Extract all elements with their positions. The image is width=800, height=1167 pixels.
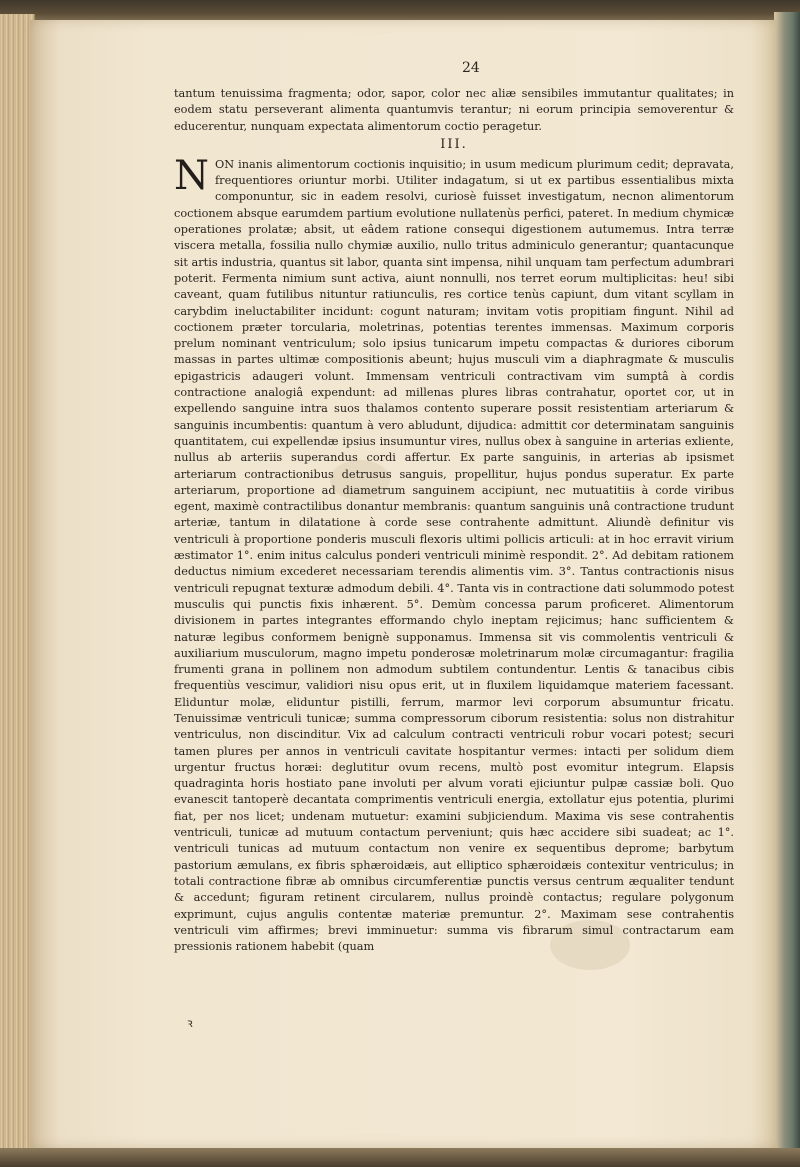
section-heading: III. xyxy=(440,136,468,152)
stray-mark: ꝛ xyxy=(187,1016,193,1030)
section-body-text: ON inanis alimentorum coctionis inquisitio; in usum medicum plurimum cedit; depravata, frequentiores oriuntur morbi. Utiliter indagatum, si ut ex partibus essentialibus mixta componuntur, sic in eadem resolvi, curiosè fuisset investigatum, necnon alimentorum coctionem absque earumdem partium evolutione nullatenùs perfici, pateret. In medium chymicæ operationes prolatæ; absit, ut eâdem ratione consequi digestionem autumemus. Intra terræ viscera metalla, fossilia nullo chymiæ auxilio, nullo tritus adminiculo generantur; quantacunque sit artis industria, quantus sit labor, quanta sint impensa, nihil unquam tam perfectum adumbrari poterit. Fermenta nimium sunt activa, aiunt nonnulli, nos terret eorum multiplicitas: heu! sibi caveant, quam futilibus nituntur ratiunculis, res cortice tenùs capiunt, dum vitant scyllam in carybdim ineluctabiliter incidunt: cogunt naturam; invitam votis propitiam fingunt. Nihil ad coctionem præter torcularia, moletrinas, potentias terentes immensas. Maximum corporis prelum nominant ventriculum; solo ipsius tunicarum impetu compactas & duriores ciborum massas in partes ultimæ compositionis abeunt; hujus musculi vim a diaphragmate & musculis epigastricis adaugeri volunt. Immensam ventriculi contractivam vim sumptâ à cordis contractione analogiâ expendunt: ad millenas plures libras contrahatur, oportet cor, ut in expellendo sanguine intra suos thalamos contento superare possit resistentiam arteriarum & sanguinis incumbentis: quantum à vero abludunt, dijudica: admittit cor determinatam sanguinis quantitatem, cui expellendæ ipsius insumuntur vires, nullus obex à sanguine in arterias exliente, nullus ab arteriis superandus cordi affertur. Ex parte sanguinis, in arterias ab ipsismet arteriarum contractionibus detrusus sanguis, propellitur, hujus pondus superatur. Ex parte arteriarum, proportione ad diametrum sanguinem accipiunt, nec mutuatitiis à corde viribus egent, maximè contractilibus donantur membranis: quantum sanguinis unâ contractione trudunt arteriæ, tantum in dilatatione à corde sese contrahente admittunt. Aliundè definitur vis ventriculi à proportione ponderis musculi flexoris ultimi pollicis articuli: at in hoc erravit virium æstimator 1°. enim initus calculus ponderi ventriculi minimè respondit. 2°. Ad debitam rationem deductus nimium excederet necessariam terendis alimentis vim. 3°. Tantus contractionis nisus ventriculi repugnat texturæ admodum debili. 4°. Tanta vis in contractione dati solummodo potest musculis qui punctis fixis inhærent. 5°. Demùm concessa parum proficeret. Alimentorum divisionem in partes integrantes efformando chylo ineptam rejicimus; hanc sufficientem & naturæ legibus conformem benignè supponamus. Immensa sit vis commolentis ventriculi & auxiliarium musculorum, magno impetu ponderosæ moletrinarum molæ circumagantur: fragilia frumenti grana in pollinem non admodum subtilem contundentur. Lentis & tanacibus cibis frequentiùs vescimur, validiori nisu opus erit, ut in fluxilem liquidamque materiem facessant. Eliduntur molæ, eliduntur pistilli, ferrum, marmor levi corporum absumuntur fricatu. Tenuissimæ ventriculi tunicæ; summa compressorum ciborum resistentia: solus non distrahitur ventriculus, non discinditur. Vix ad calculum contracti ventriculi robur vocari potest; securi tamen plures per annos in ventriculi cavitate hospitantur vermes: intacti per solidum diem urgentur fructus horæi: deglutitur ovum recens, multò post evomitur integrum. Elapsis quadraginta horis hostiato pane involuti per alvum vorati ejiciuntur pulpæ cassiæ boli. Quo evanescit tantoperè decantata comprimentis ventriculi energia, extollatur ejus potentia, plurimi fiat, per nos licet; undenam mutuetur: examini subjiciendum. Maxima vis sese contrahentis ventriculi, tunicæ ad mutuum contactum perveniunt; quis hæc accidere sibi suadeat; ac 1°. ventriculi tunicas ad mutuum contactum non venire ex sequentibus deprome; barbytum pastorium æmulans, ex fibris sphæroidæis, aut elliptico sphæroidæis contexitur ventriculus; in totali contractione fibræ ab omnibus circumferentiæ punctis versus centrum æqualiter tendunt & accedunt; figuram retinent circularem, nullus proindè contactus; regulare polygonum exprimunt, cujus angulis contentæ materiæ premuntur. 2°. Maximam sese contrahentis ventriculi vim affirmes; brevi imminuetur: summa vis fibrarum simul contractarum eam pressionis rationem habebit (quam xyxy=(174,157,734,954)
page-number: 24 xyxy=(462,60,480,76)
drop-initial: N xyxy=(174,152,209,199)
book-bottom-edge xyxy=(0,1148,800,1167)
book-top-edge xyxy=(0,0,800,22)
opening-paragraph: tantum tenuissima fragmenta; odor, sapor, color nec aliæ sensibiles immutantur qualitates; in eodem statu perseverant alimenta quantumvis terantur; ni eorum principia semoverentur & educerentur, nunquam expectata alimentorum coctio peragetur. xyxy=(174,87,734,133)
right-book-edge xyxy=(774,12,800,1152)
text-block xyxy=(174,86,734,955)
section-paragraph xyxy=(174,152,734,956)
